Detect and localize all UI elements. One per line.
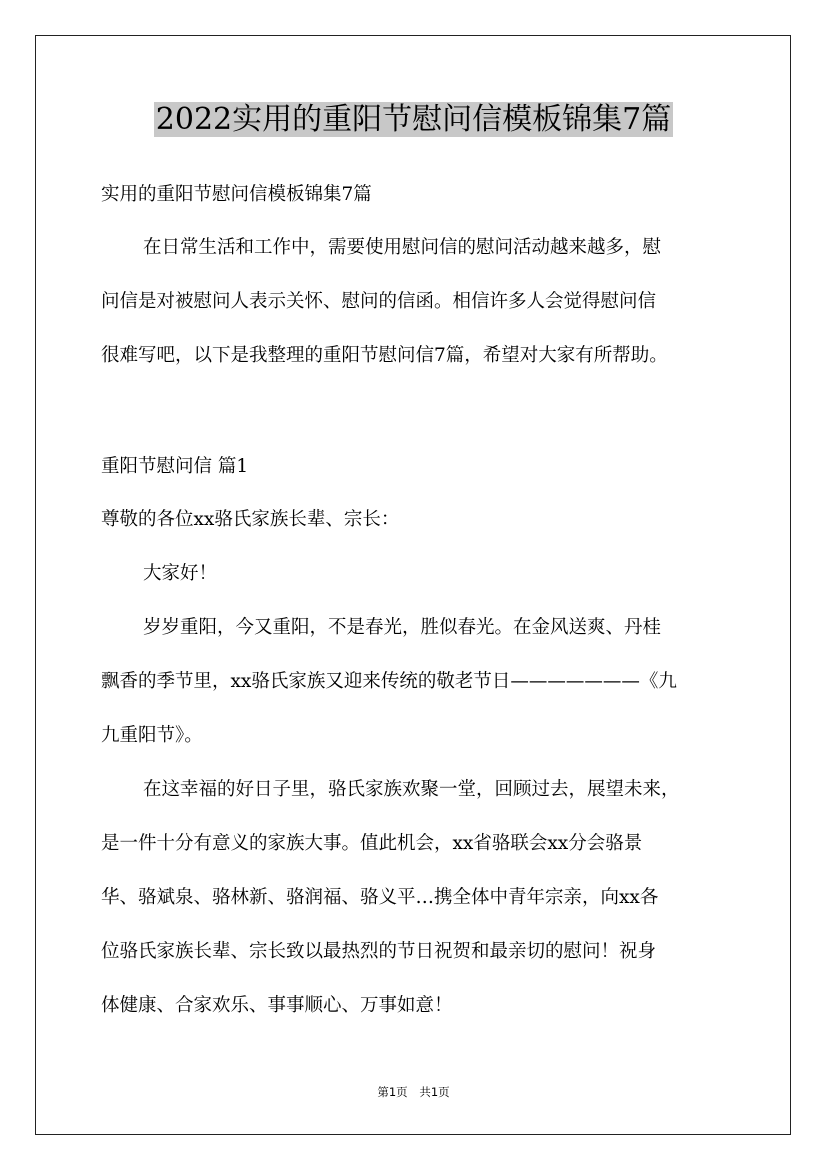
para1-line-2: 飘香的季节里，xx骆氏家族又迎来传统的敬老节日———————《九 bbox=[101, 671, 677, 692]
para2-line-1: 在这幸福的好日子里，骆氏家族欢聚一堂，回顾过去，展望未来， bbox=[143, 779, 680, 800]
document-title-text: 2022实用的重阳节慰问信模板锦集7篇 bbox=[155, 102, 672, 137]
para1-line-1: 岁岁重阳，今又重阳，不是春光，胜似春光。在金风送爽、丹桂 bbox=[143, 617, 662, 638]
para2-line-2: 是一件十分有意义的家族大事。值此机会，xx省骆联会xx分会骆景 bbox=[101, 833, 643, 854]
intro-line-1: 在日常生活和工作中，需要使用慰问信的慰问活动越来越多，慰 bbox=[143, 237, 662, 258]
para2-line-4: 位骆氏家族长辈、宗长致以最热烈的节日祝贺和最亲切的慰问！祝身 bbox=[101, 941, 657, 962]
page-footer bbox=[0, 1084, 827, 1100]
intro-line-2: 问信是对被慰问人表示关怀、慰问的信函。相信许多人会觉得慰问信 bbox=[101, 291, 657, 312]
page-total: 共1页 bbox=[419, 1085, 450, 1099]
para2-line-3: 华、骆斌泉、骆林新、骆润福、骆义平…携全体中青年宗亲，向xx各 bbox=[101, 887, 659, 908]
greeting: 大家好！ bbox=[143, 563, 218, 584]
para2-line-5: 体健康、合家欢乐、事事顺心、万事如意！ bbox=[101, 995, 453, 1016]
document-subtitle: 实用的重阳节慰问信模板锦集7篇 bbox=[101, 184, 372, 205]
intro-line-3: 很难写吧，以下是我整理的重阳节慰问信7篇，希望对大家有所帮助。 bbox=[101, 345, 668, 366]
document-title bbox=[0, 98, 827, 142]
section-heading: 重阳节慰问信 篇1 bbox=[101, 456, 249, 477]
para1-line-3: 九重阳节》。 bbox=[101, 725, 203, 746]
page-number: 第1页 bbox=[377, 1085, 408, 1099]
salutation: 尊敬的各位xx骆氏家族长辈、宗长： bbox=[101, 509, 400, 530]
